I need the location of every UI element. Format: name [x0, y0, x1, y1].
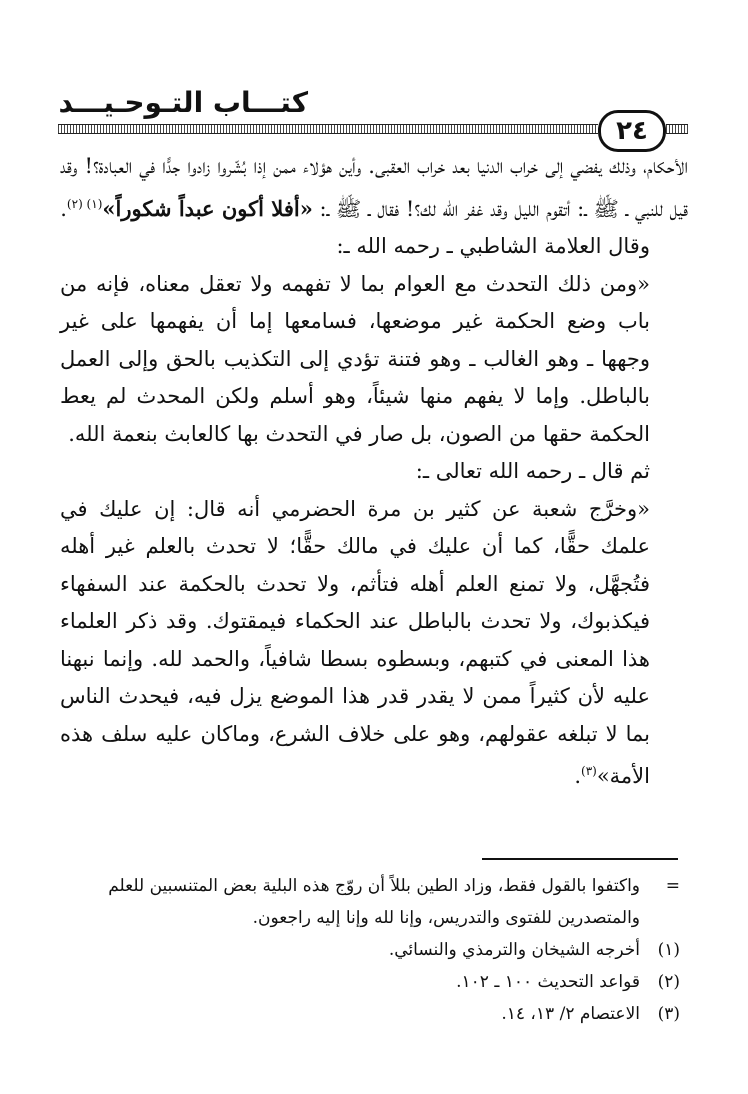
header-rule [58, 124, 598, 134]
paragraph-5-text: «وخرَّج شعبة عن كثير بن مرة الحضرمي أنه قال: إن عليك في علمك حقًّا، كما أن عليك في مالك حقًّا؛ لا تحدث بالعلم غير أهله فتُجهَّل، ولا تمنع العلم أهله فتأثم، ولا تحدث بالحكمة عند السفهاء فيكذبوك، ولا تحدث بالباطل عند الحكماء فيمقتوك. وقد ذكر العلماء هذا المعنى في كتبهم، وبسطوه بسطا شافياً، والحمد لله. وإنما نبهنا عليه لأن كثيراً ممن لا يقدر قدر هذا الموضع يزل فيه، فيحدث الناس بما لا تبلغه عقولهم، وهو على خلاف الشرع، وماكان عليه سلف هذه الأمة» [60, 496, 650, 788]
footnote-continuation-mark: = [665, 876, 680, 896]
header-rule-right [666, 124, 688, 134]
footnote-2-text: قواعد التحديث ١٠٠ ـ ١٠٢. [456, 972, 640, 992]
footnote-3 [60, 998, 680, 1030]
paragraph-2: وقال العلامة الشاطبي ـ رحمه الله ـ: [336, 234, 650, 258]
footnote-1 [60, 934, 680, 966]
paragraph-1 [60, 148, 688, 228]
footnote-3-mark: (٣) [657, 1004, 680, 1024]
page-header [58, 80, 688, 146]
footnote-divider [482, 858, 678, 860]
page-number: ٢٤ [598, 110, 666, 152]
footnote-1-mark: (١) [657, 940, 680, 960]
footnote-2-mark: (٢) [657, 972, 680, 992]
footnote-3-text: الاعتصام ٢/ ١٣، ١٤. [501, 1004, 640, 1024]
paragraph-5 [60, 491, 688, 796]
paragraph-5-end: . [574, 764, 581, 788]
footnote-ref-3: (٣) [581, 764, 597, 778]
paragraph-1-text: الأحكام، وذلك يفضي إلى خراب الدنيا بعد خراب العقبى. وأين هؤلاء ممن إذا بُشّروا زادوا جدًّا في العبادة؟! وقد قيل للنبي ـ ﷺ ـ: أتقوم الليل وقد غفر الله لك؟! فقال ـ ﷺ ـ: [60, 154, 688, 221]
footnote-continuation-text: واكتفوا بالقول فقط، وزاد الطين بللاً أن روّج هذه البلية بعض المتنسبين للعلم والمتصدرين للفتوى والتدريس، وإنا لله وإنا إليه راجعون. [108, 876, 640, 928]
footnotes [60, 870, 680, 1030]
footnote-continuation [60, 870, 680, 934]
hadith-quote: «أفلا أكون عبداً شكوراً» [102, 195, 313, 221]
footnote-ref-1-2: (١) (٢) [66, 196, 103, 211]
footnote-2 [60, 966, 680, 998]
paragraph-1-end: . [60, 196, 67, 221]
book-title: كتـــاب التـوحـيـــد [58, 86, 308, 119]
paragraph-3: «ومن ذلك التحدث مع العوام بما لا تفهمه ولا تعقل معناه، فإنه من باب وضع الحكمة غير موضعها، فسامعها إما أن يفهمها على غير وجهها ـ وهو الغالب ـ وهو فتنة تؤدي إلى التكذيب بالحق وإلى العمل بالباطل. وإما لا يفهم منها شيئاً، وهو أسلم ولكن المحدث لم يعط الحكمة حقها من الصون، بل صار في التحدث بها كالعابث بنعمة الله. [60, 271, 650, 446]
paragraph-4: ثم قال ـ رحمه الله تعالى ـ: [415, 459, 650, 483]
footnote-1-text: أخرجه الشيخان والترمذي والنسائي. [388, 940, 640, 960]
main-text [60, 148, 688, 796]
